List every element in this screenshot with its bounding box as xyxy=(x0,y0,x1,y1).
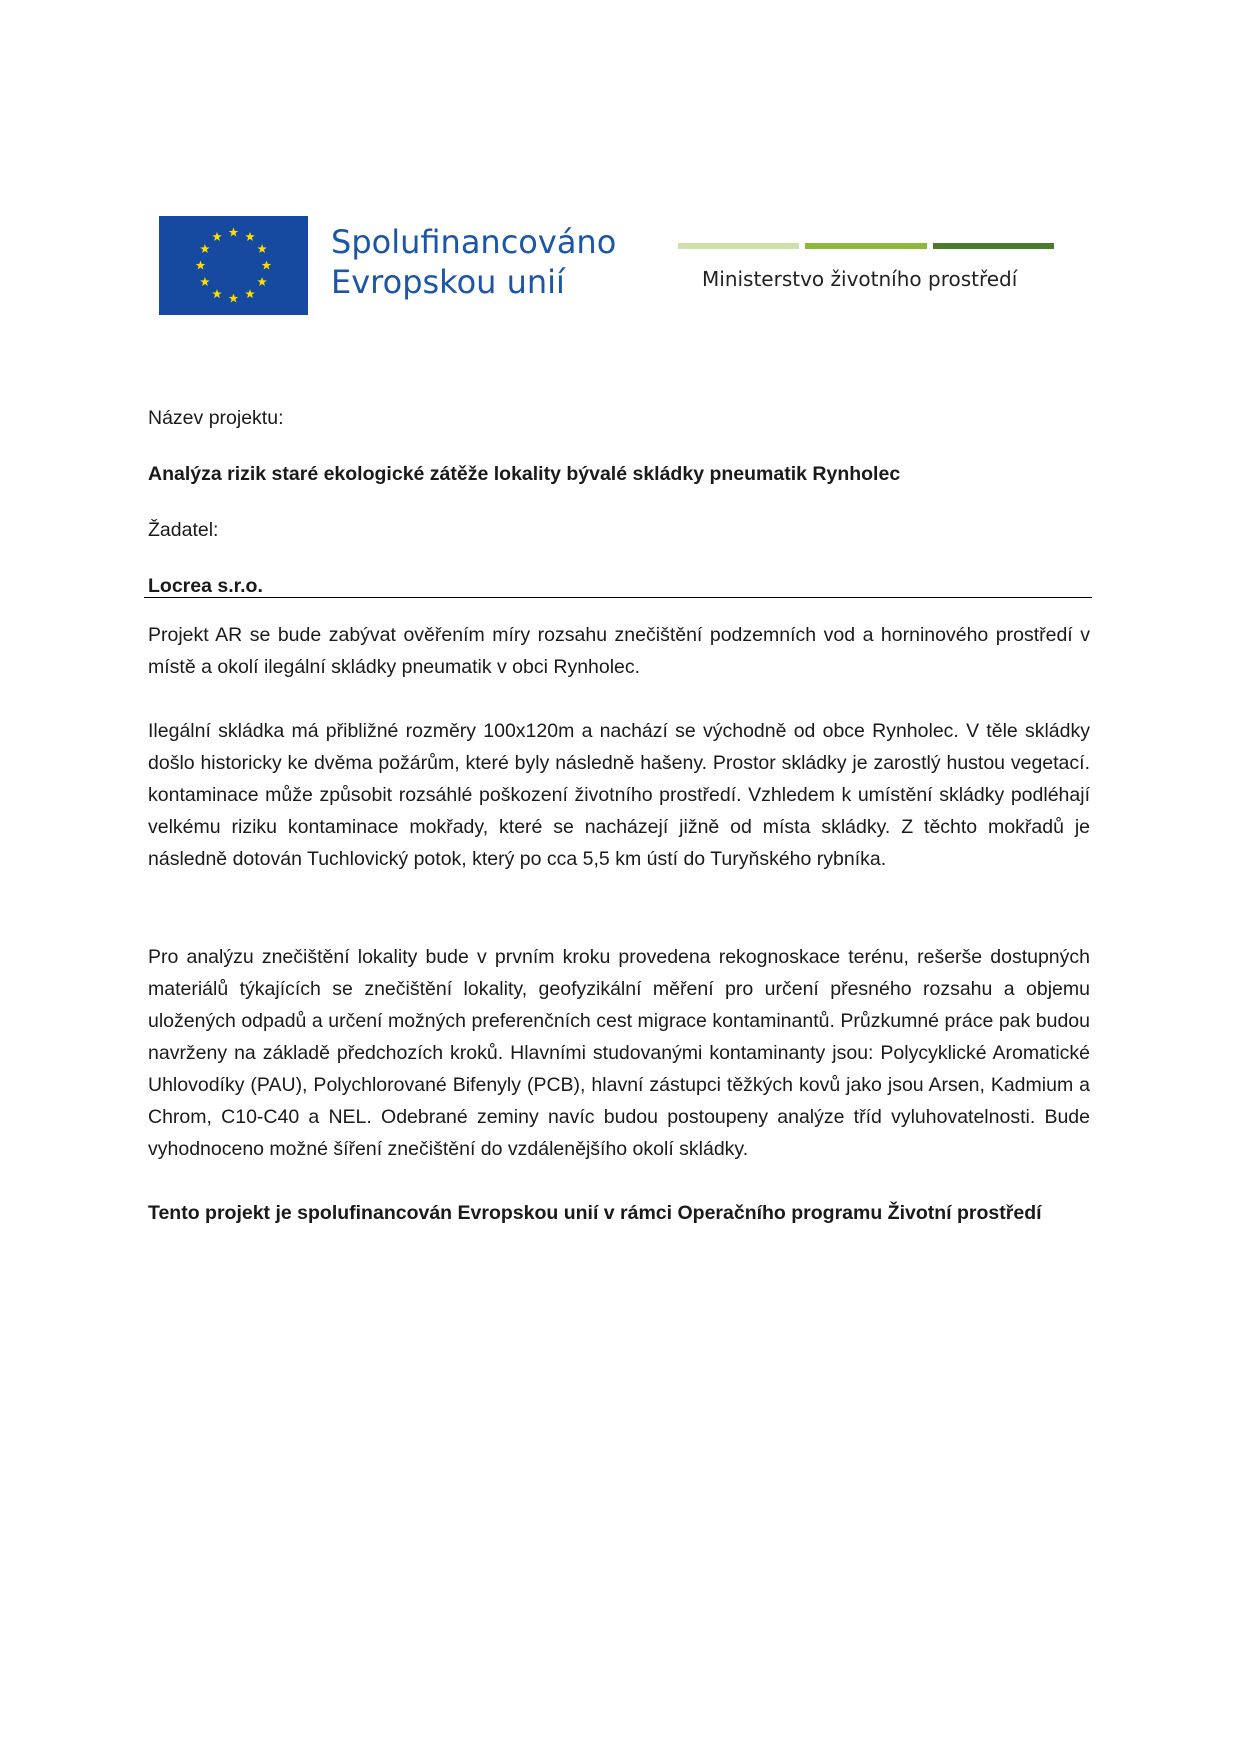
section-divider xyxy=(144,597,1092,598)
eu-flag-icon xyxy=(159,216,308,315)
ministry-bar-medium xyxy=(805,243,926,249)
eu-cofinanced-text xyxy=(331,222,616,302)
funding-note: Tento projekt je spolufinancován Evropskou unií v rámci Operačního programu Životní prostředí xyxy=(148,1202,1042,1224)
paragraph-project-scope: Projekt AR se bude zabývat ověřením míry rozsahu znečištění podzemních vod a horninového prostředí v místě a okolí ilegální skládky pneumatik v obci Rynholec. xyxy=(148,624,1090,678)
ministry-logo xyxy=(678,243,1054,291)
ministry-name: Ministerstvo životního prostředí xyxy=(702,267,1018,291)
project-info xyxy=(148,402,1090,612)
applicant-name: Locrea s.r.o. xyxy=(148,575,263,597)
paragraph-site-description: Ilegální skládka má přibližné rozměry 100x120m a nachází se východně od obce Rynholec. V těle skládky došlo historicky ke dvěma požárům, které byly následně hašeny. Prostor skládky je zarostlý hustou vegetací. kontaminace může způsobit rozsáhlé poškození životního prostředí. Vzhledem k umístění skládky podléhají velkému riziku kontaminace mokřady, které se nacházejí jižně od místa skládky. Z těchto mokřadů je následně dotován Tuchlovický potok, který po cca 5,5 km ústí do Turyňského rybníka. xyxy=(148,720,1090,870)
ministry-bar-dark xyxy=(933,243,1054,249)
eu-text-line-1: Spolufinancováno xyxy=(331,223,617,261)
page-header xyxy=(0,0,1241,330)
ministry-logo-bars xyxy=(678,243,1054,249)
applicant-label: Žadatel: xyxy=(148,519,219,541)
project-name: Analýza rizik staré ekologické zátěže lokality bývalé skládky pneumatik Rynholec xyxy=(148,463,901,485)
ministry-bar-light xyxy=(678,243,799,249)
project-name-label: Název projektu: xyxy=(148,407,284,429)
paragraph-analysis-method: Pro analýzu znečištění lokality bude v prvním kroku provedena rekognoskace terénu, rešerše dostupných materiálů týkajících se znečištění lokality, geofyzikální měření pro určení přesného rozsahu a objemu uložených odpadů a určení možných preferenčních cest migrace kontaminantů. Průzkumné práce pak budou navrženy na základě předchozích kroků. Hlavními studovanými kontaminanty jsou: Polycyklické Aromatické Uhlovodíky (PAU), Polychlorované Bifenyly (PCB), hlavní zástupci těžkých kovů jako jsou Arsen, Kadmium a Chrom, C10-C40 a NEL. Odebrané zeminy navíc budou postoupeny analýze tříd vyluhovatelnosti. Bude vyhodnoceno možné šíření znečištění do vzdálenějšího okolí skládky. xyxy=(148,946,1090,1160)
eu-text-line-2: Evropskou unií xyxy=(331,263,565,301)
